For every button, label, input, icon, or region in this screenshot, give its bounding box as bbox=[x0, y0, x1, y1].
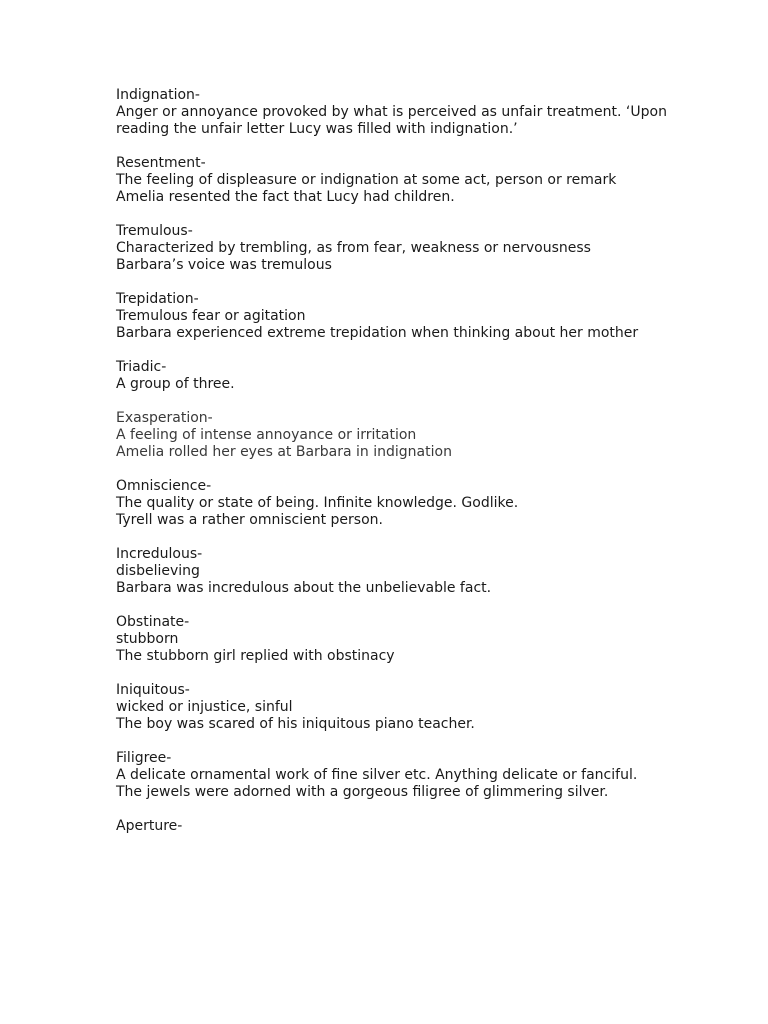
entry-incredulous bbox=[116, 546, 676, 597]
entry-example: Amelia resented the fact that Lucy had children. bbox=[116, 189, 455, 205]
entry-definition: A group of three. bbox=[116, 376, 235, 392]
entry-term: Incredulous- bbox=[116, 546, 203, 562]
entry-term: Resentment- bbox=[116, 155, 206, 171]
entry-definition: A delicate ornamental work of fine silver etc. Anything delicate or fanciful. bbox=[116, 767, 638, 783]
entry-definition: disbelieving bbox=[116, 563, 200, 579]
entry-example: Barbara experienced extreme trepidation when thinking about her mother bbox=[116, 325, 639, 341]
entry-example: The jewels were adorned with a gorgeous filigree of glimmering silver. bbox=[116, 784, 609, 800]
entry-exasperation bbox=[116, 410, 676, 461]
entry-definition: The quality or state of being. Infinite knowledge. Godlike. bbox=[116, 495, 519, 511]
entry-example: Barbara’s voice was tremulous bbox=[116, 257, 332, 273]
entry-iniquitous bbox=[116, 682, 676, 733]
entry-aperture bbox=[116, 818, 676, 835]
entry-term: Trepidation- bbox=[116, 291, 199, 307]
entry-example: The boy was scared of his iniquitous piano teacher. bbox=[116, 716, 475, 732]
entry-resentment bbox=[116, 155, 676, 206]
entry-triadic bbox=[116, 359, 676, 393]
entry-definition: Tremulous fear or agitation bbox=[116, 308, 306, 324]
entry-term: Exasperation- bbox=[116, 410, 213, 426]
entry-example: Barbara was incredulous about the unbelievable fact. bbox=[116, 580, 492, 596]
entry-term: Iniquitous- bbox=[116, 682, 190, 698]
entry-definition: Characterized by trembling, as from fear, weakness or nervousness bbox=[116, 240, 591, 256]
entry-obstinate bbox=[116, 614, 676, 665]
entry-term: Obstinate- bbox=[116, 614, 190, 630]
entry-definition: The feeling of displeasure or indignation at some act, person or remark bbox=[116, 172, 617, 188]
entry-term: Tremulous- bbox=[116, 223, 193, 239]
entry-filigree bbox=[116, 750, 676, 801]
entry-term: Omniscience- bbox=[116, 478, 212, 494]
entry-example: Amelia rolled her eyes at Barbara in indignation bbox=[116, 444, 452, 460]
entry-omniscience bbox=[116, 478, 676, 529]
entry-definition: A feeling of intense annoyance or irritation bbox=[116, 427, 417, 443]
entry-example: Tyrell was a rather omniscient person. bbox=[116, 512, 383, 528]
entry-definition: wicked or injustice, sinful bbox=[116, 699, 293, 715]
entry-tremulous bbox=[116, 223, 676, 274]
entry-term: Aperture- bbox=[116, 818, 183, 834]
entry-term: Indignation- bbox=[116, 87, 200, 103]
entry-example: The stubborn girl replied with obstinacy bbox=[116, 648, 395, 664]
entry-trepidation bbox=[116, 291, 676, 342]
document-page bbox=[116, 87, 676, 852]
entry-term: Filigree- bbox=[116, 750, 172, 766]
entry-definition: Anger or annoyance provoked by what is perceived as unfair treatment. ‘Upon reading the unfair letter Lucy was filled with indignation.’ bbox=[116, 104, 667, 137]
entry-term: Triadic- bbox=[116, 359, 167, 375]
entry-indignation bbox=[116, 87, 676, 138]
entry-definition: stubborn bbox=[116, 631, 179, 647]
